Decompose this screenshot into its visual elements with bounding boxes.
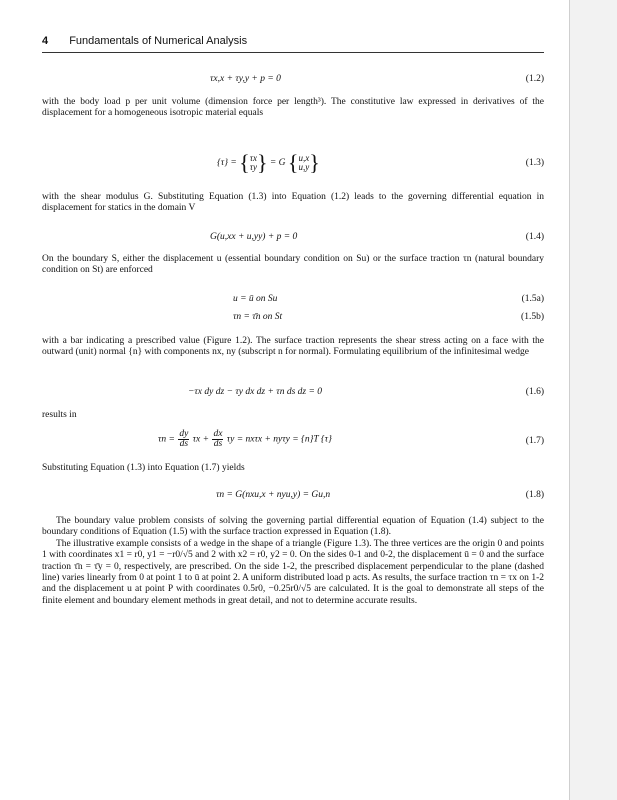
equation-rest: τy = nxτx + nyτy = {n}T {τ} [226, 434, 332, 445]
paragraph-shear-modulus [42, 192, 544, 215]
paragraph-results-in [42, 410, 544, 421]
paragraph-bvp [42, 516, 544, 607]
equation-1-5a [42, 294, 544, 306]
paragraph-text: with the shear modulus G. Substituting Equation (1.3) into Equation (1.2) leads to the governing differential equation in displacement for statics in the domain V [42, 192, 544, 214]
derivative-vector: u,x u,y [298, 152, 310, 172]
equation-label: (1.4) [525, 232, 544, 242]
paragraph-text: The boundary value problem consists of solving the governing partial differential equation of Equation (1.4) subject to the boundary conditions of Equation (1.5) with the surface traction expressed in Equation (1.8). [42, 516, 544, 538]
chapter-title: Fundamentals of Numerical Analysis [69, 35, 248, 47]
page-number: 4 [42, 35, 49, 47]
equation-lhs: τn = [158, 434, 175, 445]
book-page [30, 0, 564, 800]
equation-1-6 [42, 387, 544, 399]
equation-label: (1.8) [525, 490, 544, 500]
fraction-dy-ds: $\frac{dy}{ds}$ [179, 429, 189, 449]
fraction-dx-ds: $\frac{dx}{ds}$ [213, 429, 223, 449]
paragraph-text: with a bar indicating a prescribed value (Figure 1.2). The surface traction represents the shear stress acting on a face with the outward (unit) normal {n} with components nx, ny (subscript n for normal). Formulating equilibrium of the infinitesimal wedge [42, 336, 544, 358]
equation-expression: −τx dy dz − τy dx dz + τn ds dz = 0 [188, 387, 322, 397]
equation-expression: τn = G(nxu,x + nyu,y) = Gu,n [216, 490, 331, 500]
equation-lhs: {τ} = [217, 158, 237, 168]
equation-middle: τx + [192, 434, 210, 445]
equation-1-3: {τ} = { τx τy } = G { u,x u,y } (1.3) [217, 149, 544, 175]
equation-label: (1.6) [525, 387, 544, 397]
equation-1-5b [42, 312, 544, 324]
equation-label: (1.5a) [521, 294, 544, 304]
paragraph-text: Substituting Equation (1.3) into Equation (1.7) yields [42, 463, 245, 473]
equation-1-4 [42, 232, 544, 244]
paragraph-text: On the boundary S, either the displacement u (essential boundary condition on Su) or the surface traction τn (natural boundary condition on St) are enforced [42, 254, 544, 276]
stress-vector: τx τy [249, 152, 257, 172]
equation-expression: u = ū on Su [233, 294, 278, 304]
paragraph-boundary [42, 254, 544, 277]
running-header [42, 35, 544, 53]
paragraph-traction [42, 336, 544, 359]
equation-label: (1.3) [525, 158, 544, 168]
equation-expression: τx,x + τy,y + p = 0 [210, 74, 281, 84]
paragraph-text: The illustrative example consists of a wedge in the shape of a triangle (Figure 1.3). The three vertices are the origin 0 and points 1 with coordinates x1 = r0, y1 = −r0/√5 and 2 with x2 = r0, y2 = 0. On the sides 0-1 and 0-2, the displacement ū = 0 and the surface traction τ̄n = τ̄y = 0, respectively, are prescribed. On the side 1-2, the prescribed displacement perpendicular to the plane (dashed line) varies linearly from 0 at point 1 to ū at point 2. A uniform distributed load p acts. As results, the surface traction τn = τx on 1-2 and the displacement u at point P with coordinates 0.5r0, −0.25r0/√5 are calculated. It is the goal to demonstrate all steps of the finite element and boundary element methods in great detail, and not to determine accurate results. [42, 538, 544, 606]
equation-1-7 [42, 428, 544, 454]
right-margin-bar [569, 0, 617, 800]
equation-label: (1.2) [525, 74, 544, 84]
equation-expression: τn = τ̄n on St [233, 312, 283, 322]
paragraph-text: with the body load p per unit volume (dimension force per length³). The constitutive law expressed in derivatives of the displacement for a homogeneous isotropic material equals [42, 97, 544, 119]
equation-1-8 [42, 490, 544, 502]
equation-1-2 [42, 74, 544, 86]
paragraph-substituting [42, 463, 544, 474]
equation-middle: = G [269, 158, 286, 168]
equation-expression: G(u,xx + u,yy) + p = 0 [210, 232, 298, 242]
paragraph-text: results in [42, 410, 77, 420]
paragraph-body-load [42, 97, 544, 120]
equation-label: (1.7) [525, 436, 544, 446]
equation-label: (1.5b) [521, 312, 544, 322]
